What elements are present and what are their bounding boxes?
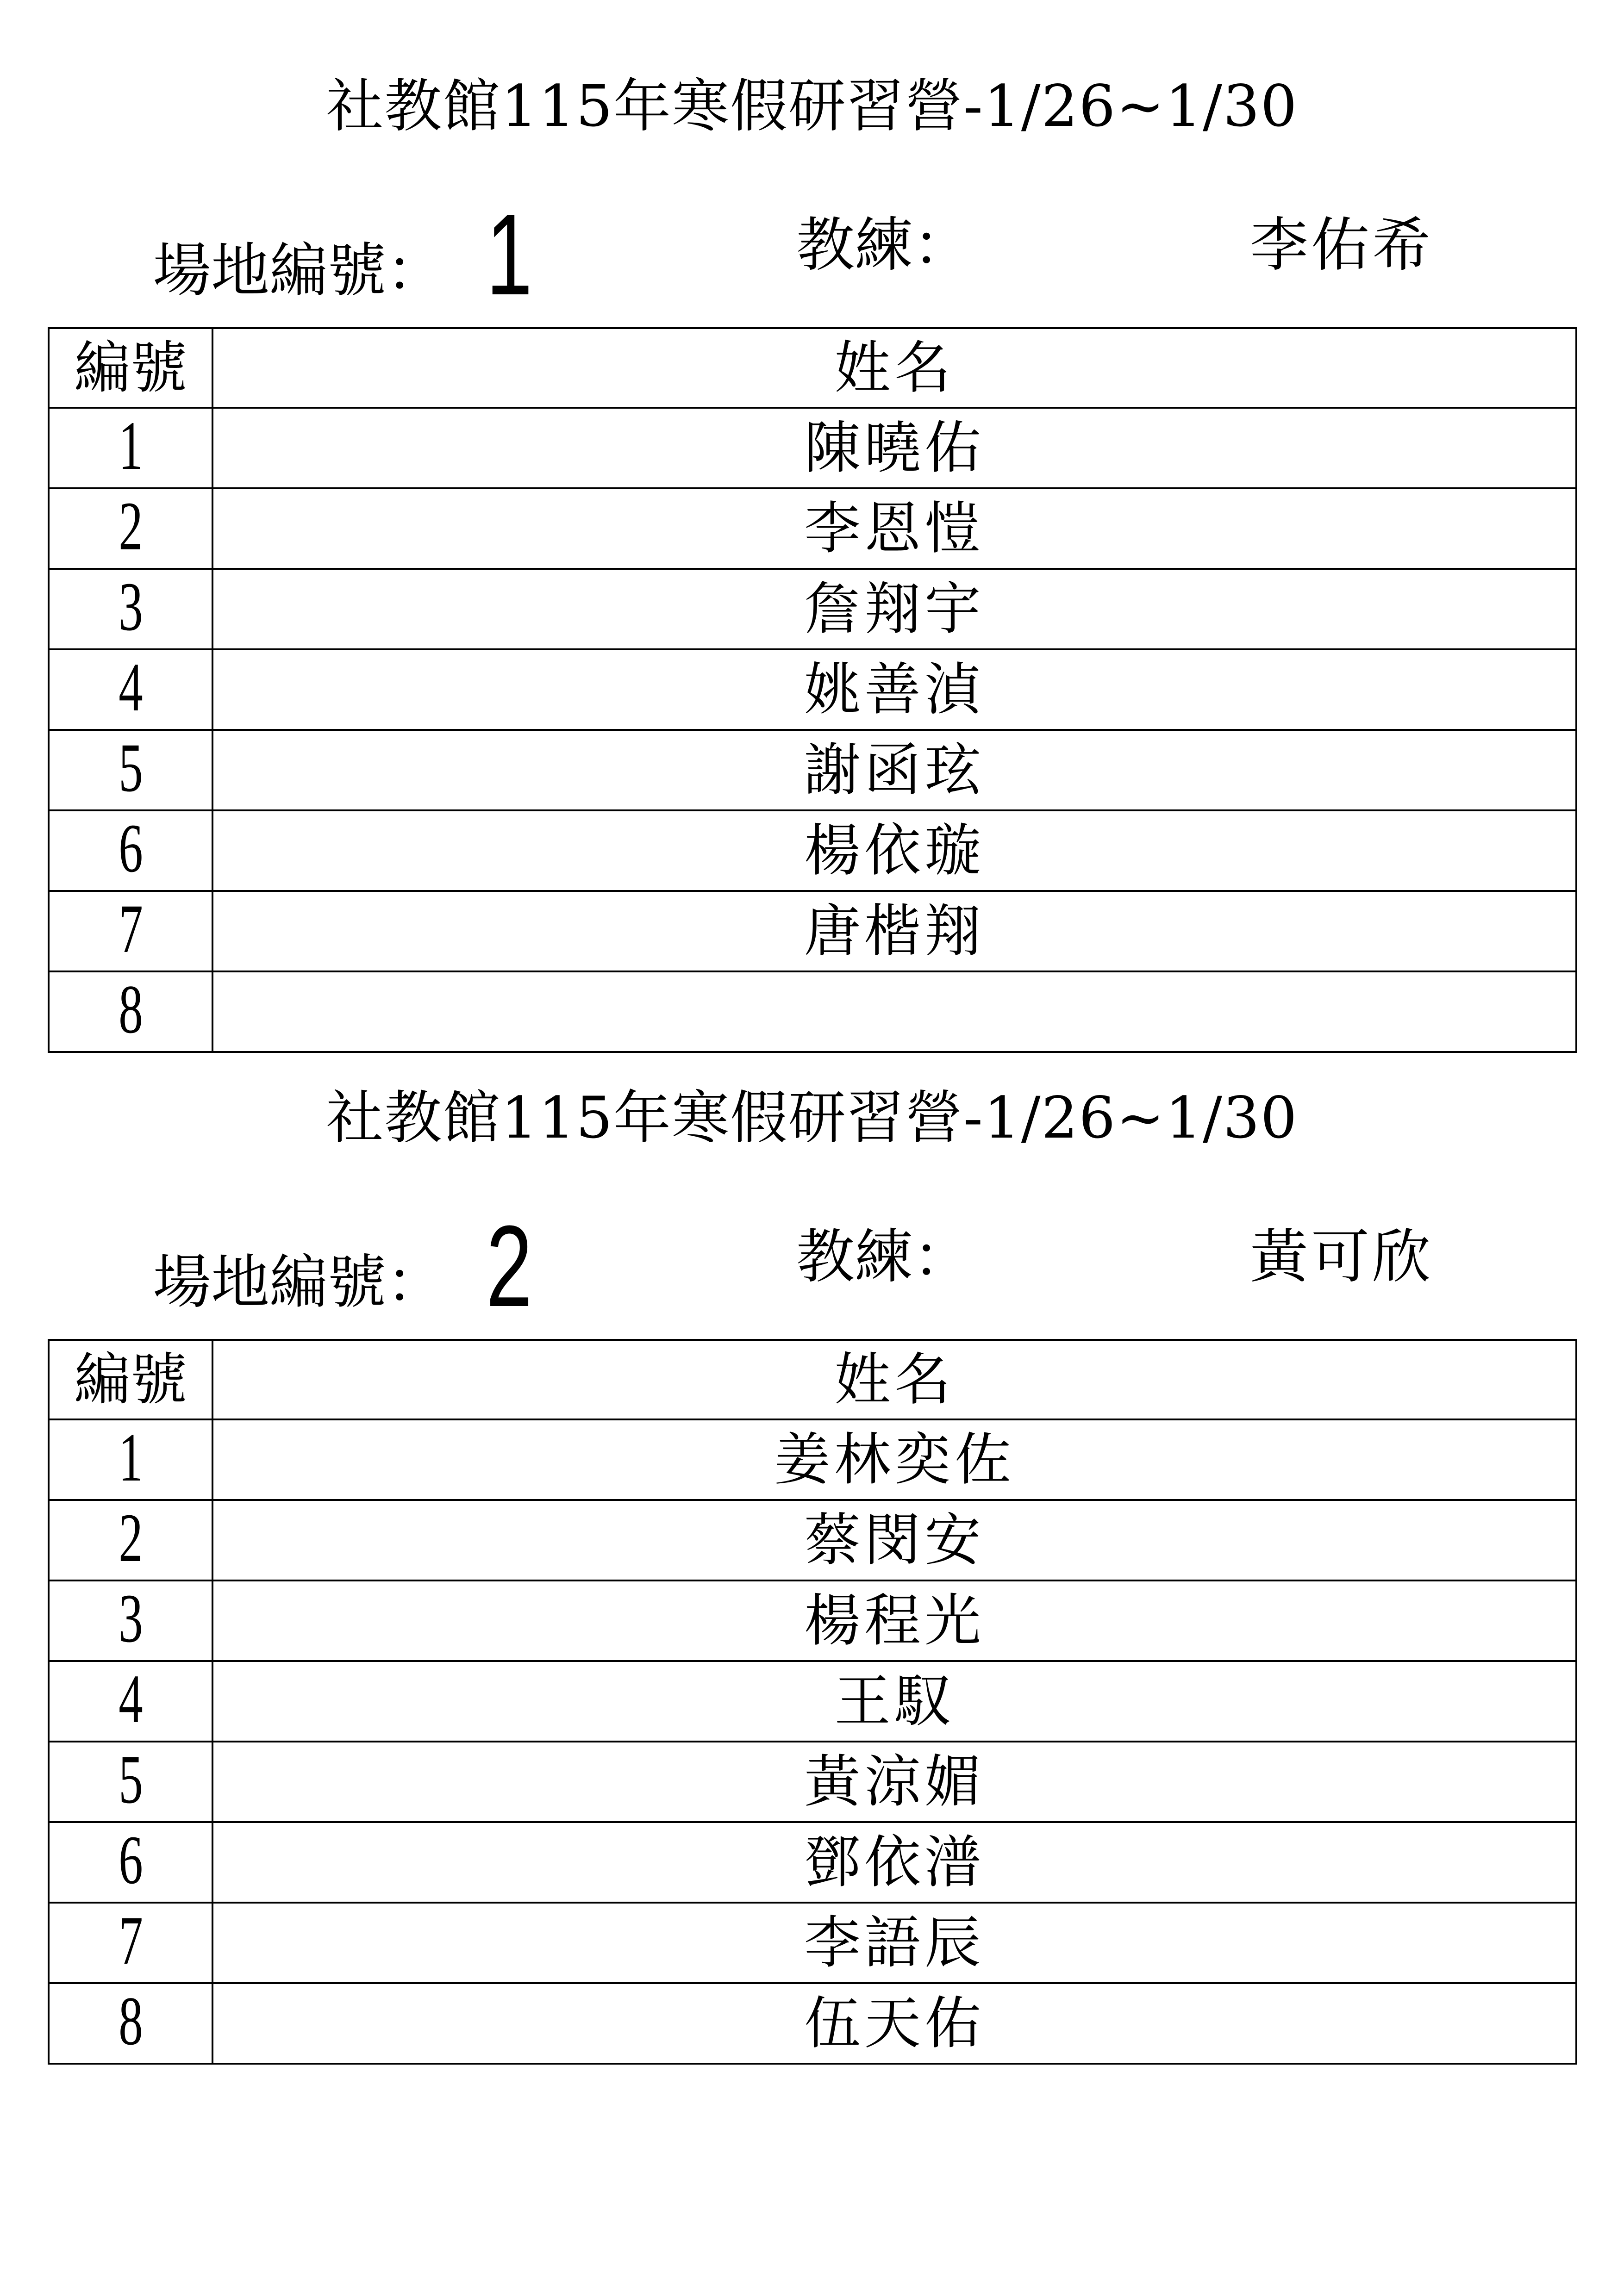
row-name: 楊程光 [212, 1580, 1576, 1661]
table-row [49, 649, 1576, 730]
row-number-text: 7 [118, 891, 143, 967]
row-number [49, 1580, 212, 1661]
row-name: 李恩愷 [212, 488, 1576, 569]
row-number [49, 1822, 212, 1903]
row-name: 蔡閔安 [212, 1500, 1576, 1580]
row-name: 李語辰 [212, 1903, 1576, 1983]
row-name: 姚善湞 [212, 649, 1576, 730]
table-row [49, 891, 1576, 971]
row-number-text: 2 [118, 1500, 143, 1576]
roster-table [48, 327, 1577, 1053]
row-number [49, 1903, 212, 1983]
row-name: 謝函玹 [212, 730, 1576, 810]
coach-label: 教練： [796, 1223, 971, 1291]
table-row [49, 1419, 1576, 1500]
row-number [49, 1983, 212, 2064]
table-header-row [49, 328, 1576, 408]
table-header-row [49, 1340, 1576, 1419]
page-title: 社教館115年寒假研習營-1/26~1/30 [326, 73, 1298, 140]
table-row [49, 730, 1576, 810]
table-row [49, 408, 1576, 488]
row-name: 楊依璇 [212, 810, 1576, 891]
coach-label: 教練： [796, 211, 971, 279]
row-number-text: 2 [118, 488, 143, 565]
header-number: 編號 [49, 1340, 212, 1419]
row-number [49, 488, 212, 569]
row-name: 姜林奕佐 [212, 1419, 1576, 1500]
row-number [49, 891, 212, 971]
row-name: 黃涼媚 [212, 1742, 1576, 1822]
row-number [49, 1742, 212, 1822]
row-number-text: 5 [118, 730, 143, 806]
row-number-text: 5 [118, 1742, 143, 1818]
row-number-text: 7 [118, 1903, 143, 1979]
field-number: 2 [486, 1201, 533, 1331]
field-label: 場地編號： [153, 236, 444, 305]
row-number [49, 810, 212, 891]
row-number-text: 6 [118, 810, 143, 887]
roster-table [48, 1339, 1577, 2065]
row-number [49, 569, 212, 649]
row-number [49, 730, 212, 810]
header-name: 姓名 [212, 328, 1576, 408]
row-number [49, 1419, 212, 1500]
row-number-text: 8 [118, 971, 143, 1048]
coach-name: 李佑希 [1250, 211, 1433, 279]
table-row [49, 488, 1576, 569]
row-number-text: 6 [118, 1822, 143, 1898]
row-name: 詹翔宇 [212, 569, 1576, 649]
row-number-text: 3 [118, 569, 143, 645]
table-row [49, 1500, 1576, 1580]
coach-name: 黃可欣 [1250, 1223, 1433, 1291]
row-number [49, 408, 212, 488]
table-row [49, 1661, 1576, 1742]
header-number: 編號 [49, 328, 212, 408]
row-name: 伍天佑 [212, 1983, 1576, 2064]
row-name [212, 971, 1576, 1052]
row-name: 陳曉佑 [212, 408, 1576, 488]
row-number-text: 4 [118, 649, 143, 726]
table-row [49, 1903, 1576, 1983]
header-name: 姓名 [212, 1340, 1576, 1419]
table-row [49, 810, 1576, 891]
field-number: 1 [486, 190, 533, 319]
table-row [49, 1822, 1576, 1903]
row-number-text: 8 [118, 1983, 143, 2060]
table-row [49, 1580, 1576, 1661]
table-row [49, 569, 1576, 649]
row-number-text: 4 [118, 1661, 143, 1737]
row-number [49, 971, 212, 1052]
table-row [49, 971, 1576, 1052]
row-number [49, 649, 212, 730]
row-number [49, 1661, 212, 1742]
row-name: 唐楷翔 [212, 891, 1576, 971]
row-number-text: 3 [118, 1580, 143, 1657]
table-row [49, 1742, 1576, 1822]
row-number-text: 1 [118, 1419, 143, 1496]
table-row [49, 1983, 1576, 2064]
row-number [49, 1500, 212, 1580]
page-title: 社教館115年寒假研習營-1/26~1/30 [326, 1085, 1298, 1151]
row-number-text: 1 [118, 408, 143, 484]
row-name: 鄧依潽 [212, 1822, 1576, 1903]
row-name: 王馭 [212, 1661, 1576, 1742]
field-label: 場地編號： [153, 1248, 444, 1316]
